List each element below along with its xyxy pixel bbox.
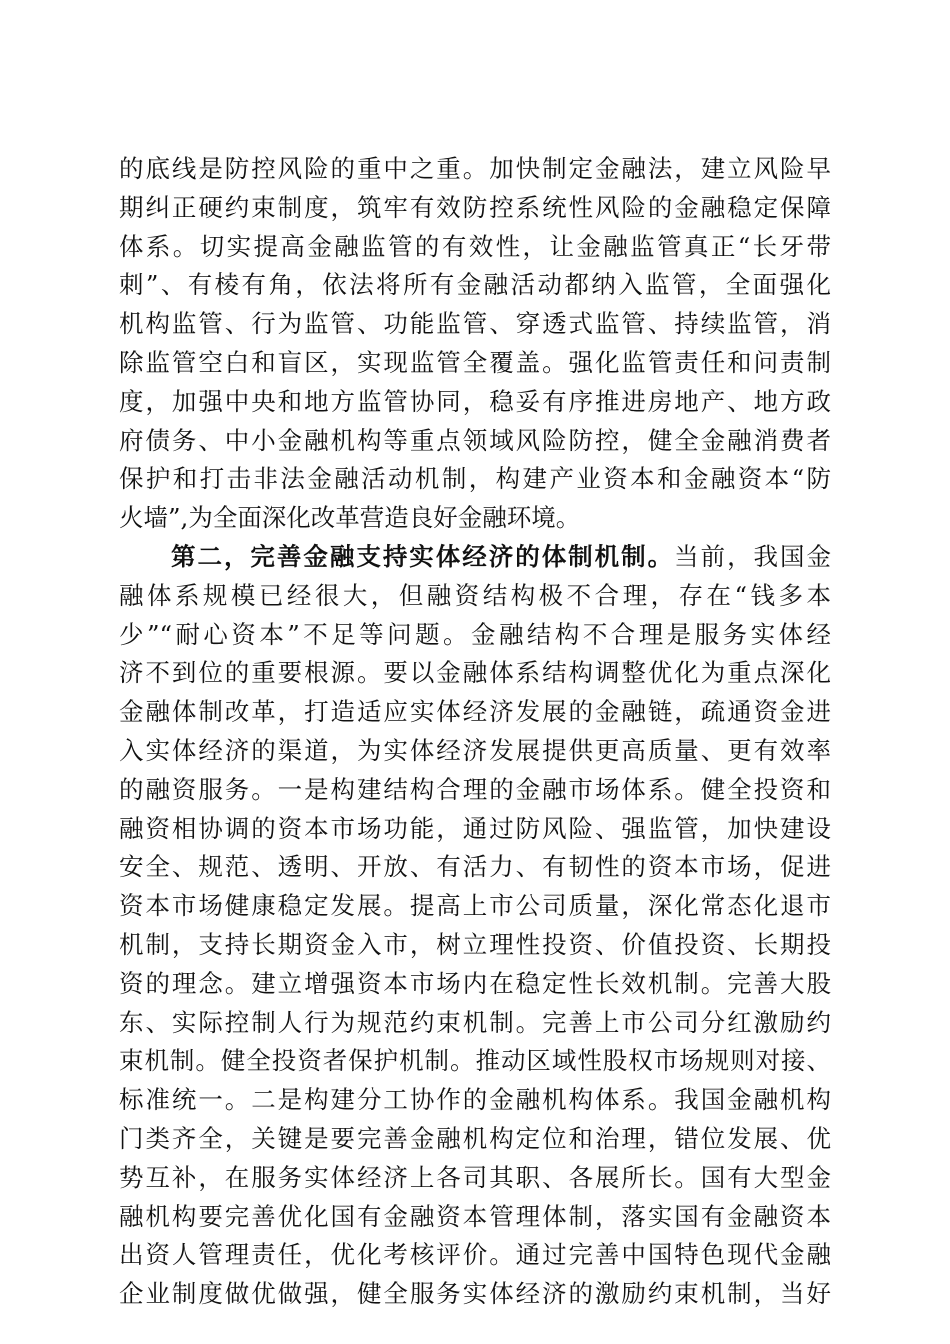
text-line: 期纠正硬约束制度，筑牢有效防控系统性风险的金融稳定保障: [119, 192, 831, 222]
text-line: 机构监管、行为监管、功能监管、穿透式监管、持续监管，消: [119, 309, 831, 339]
text-line: 标准统一。二是构建分工协作的金融机构体系。我国金融机构: [119, 1085, 831, 1115]
text-line: 济不到位的重要根源。要以金融体系结构调整优化为重点深化: [119, 658, 831, 688]
text-line: 刺”、有棱有角，依法将所有金融活动都纳入监管，全面强化: [119, 270, 831, 300]
text-line: 的底线是防控风险的重中之重。加快制定金融法，建立风险早: [119, 154, 831, 183]
text-line: 入实体经济的渠道，为实体经济发展提供更高质量、更有效率: [119, 735, 831, 765]
text-line: 体系。切实提高金融监管的有效性，让金融监管真正“长牙带: [119, 231, 831, 261]
text-line: [119, 538, 831, 577]
text-line: 机制，支持长期资金入市，树立理性投资、价值投资、长期投: [119, 929, 831, 959]
text-line: 的融资服务。一是构建结构合理的金融市场体系。健全投资和: [119, 774, 831, 804]
text-line: 融资相协调的资本市场功能，通过防风险、强监管，加快建设: [119, 813, 831, 843]
text-line: 资本市场健康稳定发展。提高上市公司质量，深化常态化退市: [119, 891, 831, 921]
text-line: 资的理念。建立增强资本市场内在稳定性长效机制。完善大股: [119, 968, 831, 998]
text-line: 融体系规模已经很大，但融资结构极不合理，存在“钱多本: [119, 580, 831, 610]
text-line: 金融体制改革，打造适应实体经济发展的金融链，疏通资金进: [119, 697, 831, 727]
text-line: 保护和打击非法金融活动机制，构建产业资本和金融资本“防: [119, 464, 831, 494]
paragraph-1: [119, 150, 831, 538]
text-line: 火墙”,为全面深化改革营造良好金融环境。: [119, 503, 581, 533]
text-line: 除监管空白和盲区，实现监管全覆盖。强化监管责任和问责制: [119, 347, 831, 377]
text-line: 门类齐全，关键是要完善金融机构定位和治理，错位发展、优: [119, 1123, 831, 1153]
text-line: 府债务、中小金融机构等重点领域风险防控，健全金融消费者: [119, 425, 831, 455]
paragraph-2: [119, 538, 831, 1314]
section-heading: 第二，完善金融支持实体经济的体制机制。: [171, 541, 675, 571]
text-line: 融机构要完善优化国有金融资本管理体制，落实国有金融资本: [119, 1201, 831, 1231]
text-line: 势互补，在服务实体经济上各司其职、各展所长。国有大型金: [119, 1162, 831, 1192]
text-line: 度，加强中央和地方监管协同，稳妥有序推进房地产、地方政: [119, 386, 831, 416]
text-line: 束机制。健全投资者保护机制。推动区域性股权市场规则对接、: [119, 1046, 831, 1076]
text-line: 少”“耐心资本”不足等问题。金融结构不合理是服务实体经: [119, 619, 831, 649]
text-line: 东、实际控制人行为规范约束机制。完善上市公司分红激励约: [119, 1007, 831, 1037]
text-line: 企业制度做优做强，健全服务实体经济的激励约束机制，当好: [119, 1279, 831, 1309]
body-text: [119, 150, 831, 1314]
text-line: 安全、规范、透明、开放、有活力、有韧性的资本市场，促进: [119, 852, 831, 882]
heading-tail-text: 当前，我国金: [674, 541, 832, 571]
text-line: 出资人管理责任，优化考核评价。通过完善中国特色现代金融: [119, 1240, 831, 1270]
